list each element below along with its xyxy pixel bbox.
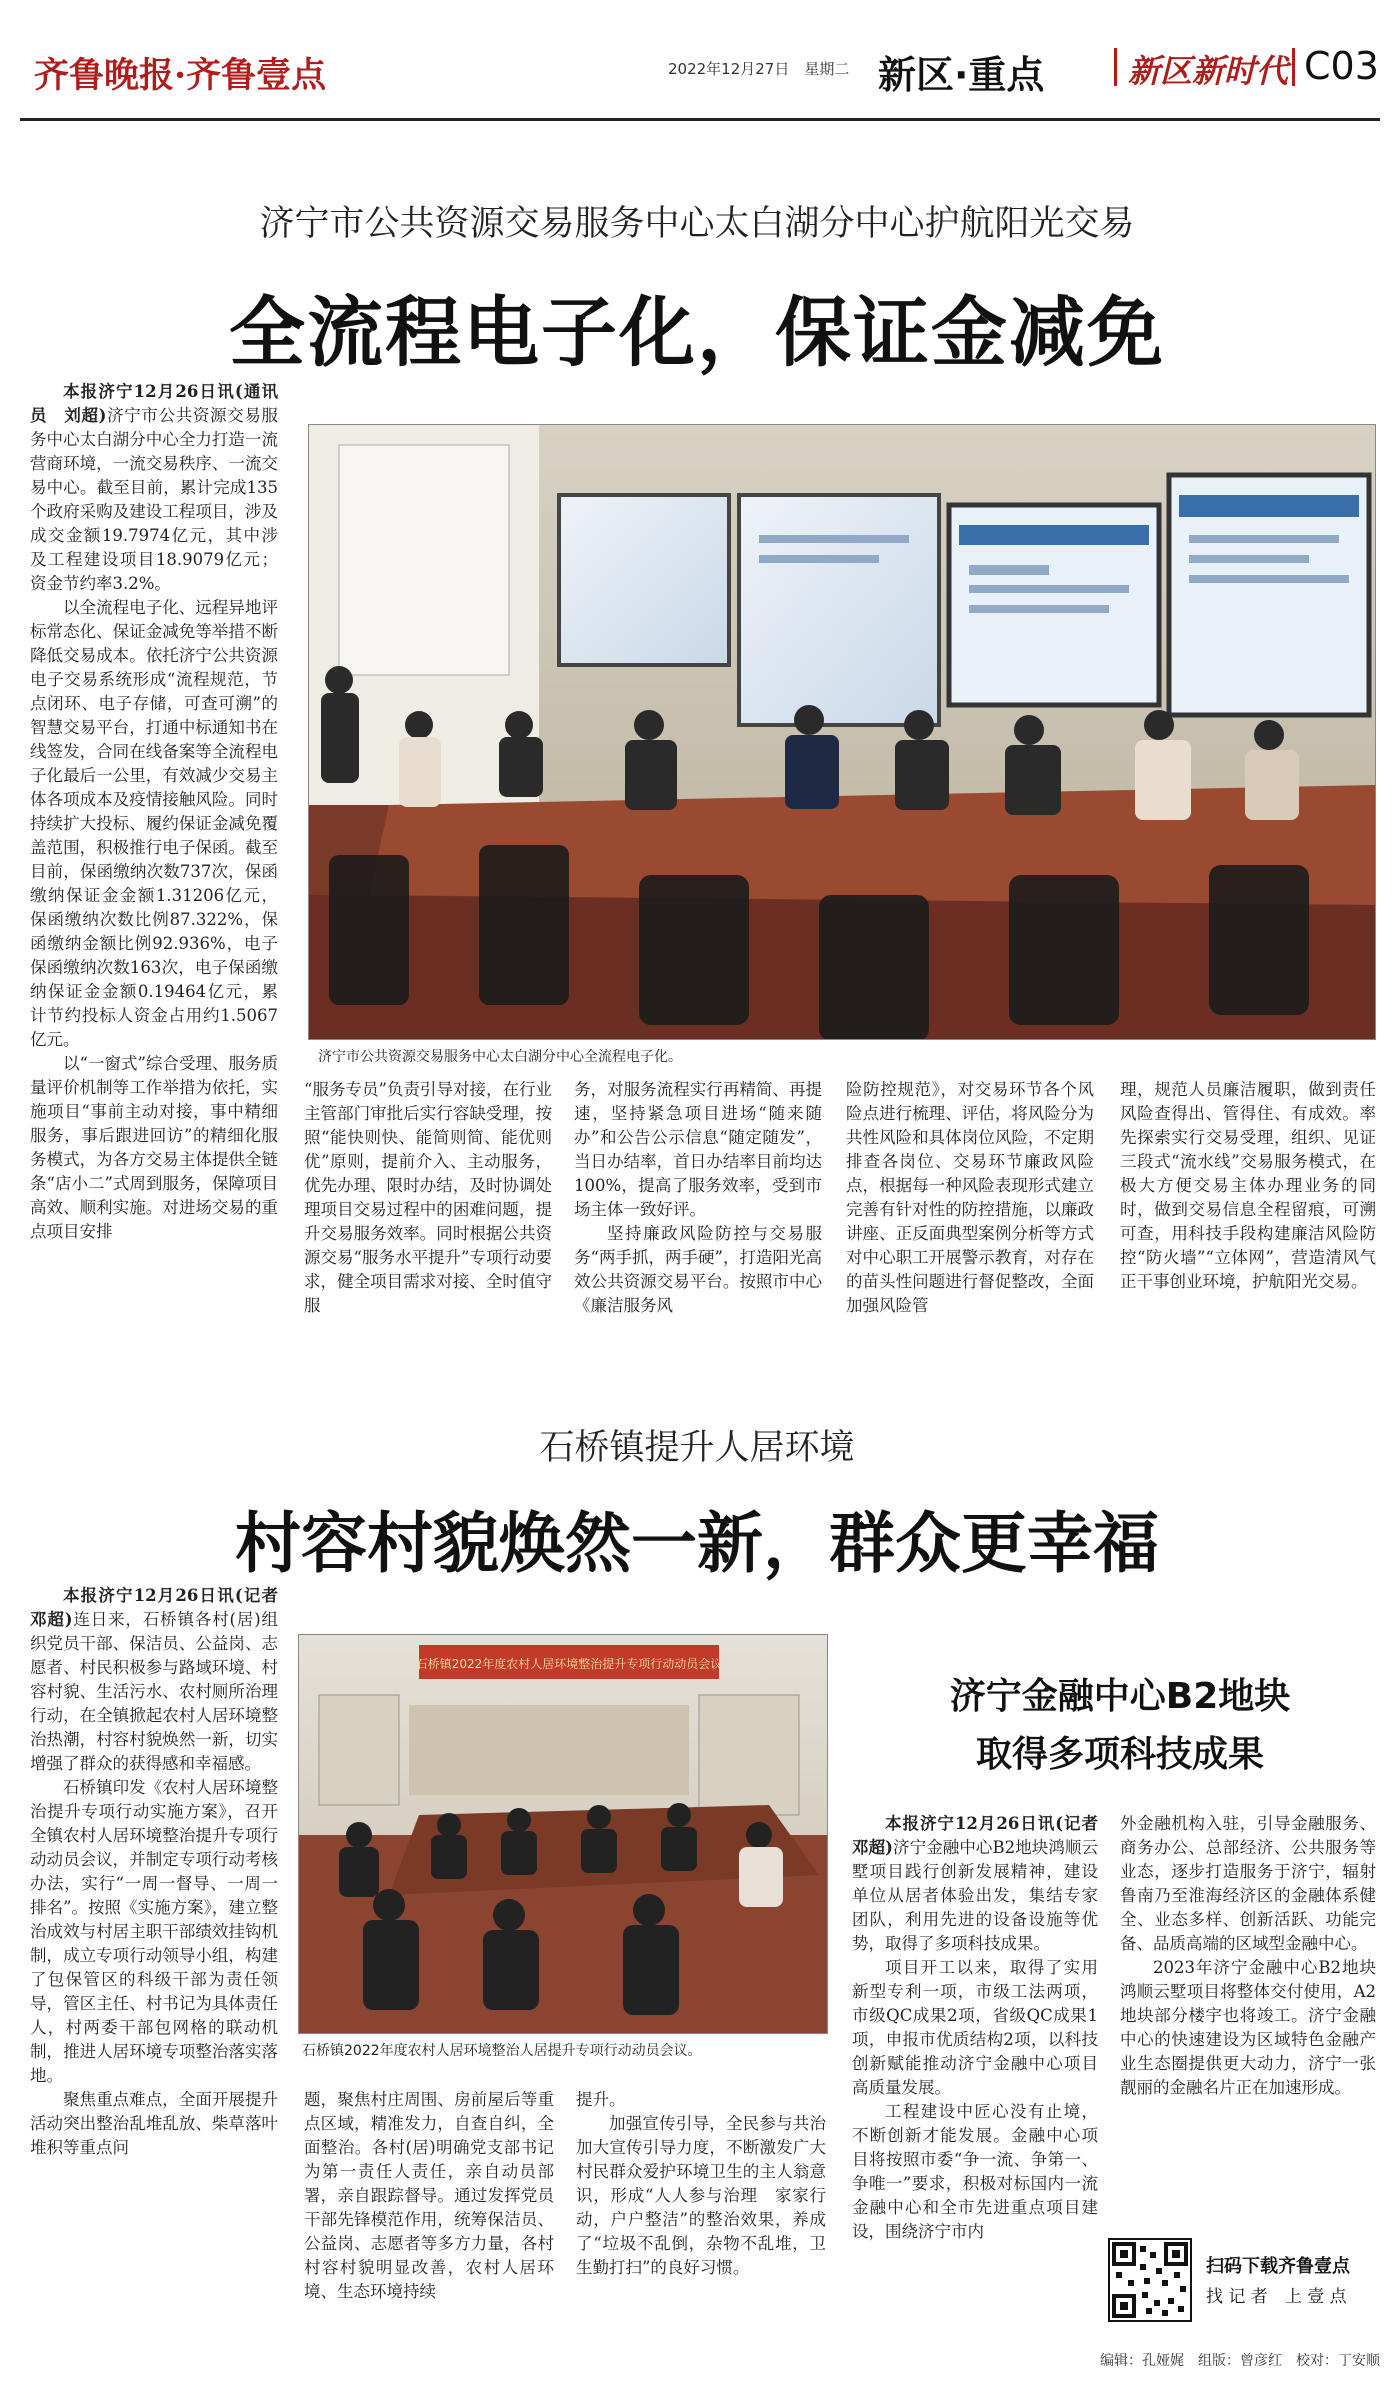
article2-headline: 村容村貌焕然一新，群众更幸福 — [235, 1504, 1159, 1582]
paragraph: 坚持廉政风险防控与交易服务“两手抓，两手硬”，打造阳光高效公共资源交易平台。按照市中心《廉洁服务风 — [574, 1224, 822, 1315]
section-title: 新区·重点 — [878, 53, 1045, 97]
article2-column-2 — [304, 2088, 554, 2304]
paragraph: 聚焦重点难点，全面开展提升活动突出整治乱堆乱放、柴草落叶堆积等重点问 — [30, 2090, 278, 2157]
meeting-room-photo — [309, 425, 1376, 1040]
article2-photo-caption: 石桥镇2022年度农村人居环境整治人居提升专项行动动员会议。 — [302, 2043, 702, 2059]
page-number: C03 — [1304, 44, 1379, 88]
paragraph: 连日来，石桥镇各村(居)组织党员干部、保洁员、公益岗、志愿者、村民积极参与路域环境、村容村貌、生活污水、农村厕所治理行动，在全镇掀起农村人居环境整治热潮，村容村貌焕然一新，切实增强了群众的获得感和幸福感。 — [30, 1610, 278, 1773]
sub-brand: 新区新时代 — [1128, 52, 1289, 90]
paragraph: 项目开工以来，取得了实用新型专利一项，市级工法两项，市级QC成果2项，省级QC成果1项，申报市优质结构2项，以科技创新赋能推动济宁金融中心项目高质量发展。 — [852, 1958, 1098, 2097]
paragraph: 以“一窗式”综合受理、服务质量评价机制等工作举措为依托，实施项目“事前主动对接，事中精细服务，事后跟进回访”的精细化服务模式，为各方交易主体提供全链条“店小二”式周到服务，保障项目高效、顺利实施。对进场交易的重点项目安排 — [30, 1054, 278, 1241]
article1-lead — [30, 380, 278, 596]
masthead-rule — [20, 118, 1380, 121]
byline: 本报济宁12月26日讯(记者 邓超) — [30, 1586, 295, 1629]
paragraph: 以全流程电子化、远程异地评标常态化、保证金减免等举措不断降低交易成本。依托济宁公共资源电子交易系统形成“流程规范，节点闭环、电子存储，可查可溯”的智慧交易平台，打通中标通知书在线签发，合同在线备案等全流程电子化最后一公里，有效减少交易主体各项成本及疫情接触风险。同时持续扩大投标、履约保证金减免覆盖范围，积极推行电子保函。截至目前，保函缴纳次数737次，保函缴纳保证金金额1.31206亿元，保函缴纳次数比例87.322%，保函缴纳金额比例92.936%，电子保函缴纳次数163次，电子保函缴纳保证金金额0.19464亿元，累计节约投标人资金占用约1.5067亿元。 — [30, 598, 278, 1049]
byline: 本报济宁12月26日讯(记者 邓超) — [852, 1814, 1115, 1857]
article2-photo — [298, 1634, 828, 2034]
article2-column-3 — [576, 2088, 826, 2280]
article1-column-4 — [846, 1078, 1094, 1318]
paragraph: 济宁市公共资源交易服务中心太白湖分中心全力打造一流营商环境，一流交易秩序、一流交易中心。截至目前，累计完成135个政府采购及建设工程项目，涉及成交金额19.7974亿元，其中涉及工程建设项目18.9079亿元；资金节约率3.2%。 — [30, 406, 278, 593]
paragraph: 加强宣传引导，全民参与共治加大宣传引导力度，不断激发广大村民群众爱护环境卫生的主人翁意识，形成“人人参与治理 家家行动，户户整洁”的整治效果，养成了“垃圾不乱倒，杂物不乱堆，卫生勤打扫”的良好习惯。 — [576, 2114, 826, 2277]
article2-kicker: 石桥镇提升人居环境 — [539, 1428, 855, 1468]
qr-pattern — [1110, 2240, 1190, 2320]
paragraph: 工程建设中匠心没有止境，不断创新才能发展。金融中心项目将按照市委“争一流、争第一、争唯一”要求，积极对标国内一流金融中心和全市先进重点项目建设，围绕济宁市内 — [852, 2102, 1098, 2241]
divider — [1114, 48, 1117, 86]
divider — [1292, 48, 1295, 86]
qr-caption-line-1: 扫码下载齐鲁壹点 — [1206, 2256, 1350, 2277]
editor-credits: 编辑：孔娅娓 组版：曾彦红 校对：丁安顺 — [1100, 2353, 1380, 2369]
qr-caption-line-2: 找 记 者 上 壹 点 — [1206, 2287, 1347, 2307]
article2-lead — [30, 1584, 295, 1776]
article2-column-1 — [30, 1584, 295, 2160]
paragraph: 济宁金融中心B2地块鸿顺云墅项目践行创新发展精神，建设单位从居者体验出发，集结专家团队，利用先进的设备设施等优势，取得了多项科技成果。 — [852, 1838, 1099, 1953]
article3-lead — [852, 1812, 1115, 1956]
issue-date: 2022年12月27日 星期二 — [668, 60, 850, 78]
byline: 本报济宁12月26日讯(通讯员 刘超) — [30, 382, 278, 425]
paragraph: 理，规范人员廉洁履职，做到责任风险查得出、管得住、有成效。率先探索实行交易受理，组织、见证三段式“流水线”交易服务模式，在极大方便交易主体办理业务的同时，做到交易信息全程留痕，可溯可查，用科技手段构建廉洁风险防控“防火墙”“立体网”，营造清风气正干事创业环境，护航阳光交易。 — [1120, 1080, 1376, 1291]
article1-column-2 — [304, 1078, 552, 1318]
qr-code-icon[interactable] — [1108, 2238, 1192, 2322]
paragraph: 外金融机构入驻，引导金融服务、商务办公、总部经济、公共服务等业态，逐步打造服务于济宁，辐射鲁南乃至淮海经济区的金融体系健全、业态多样、创新活跃、功能完备、品质高端的区域型金融中心。 — [1120, 1814, 1376, 1953]
paragraph: “服务专员”负责引导对接，在行业主管部门审批后实行容缺受理，按照“能快则快、能简则简、能优则优”原则，提前介入、主动服务，优先办理、限时办结，及时协调处理项目交易过程中的困难问题，提升交易服务效率。同时根据公共资源交易“服务水平提升”专项行动要求，健全项目需求对接、全时值守服 — [304, 1080, 552, 1315]
article1-photo — [308, 424, 1376, 1040]
village-meeting-photo — [299, 1635, 828, 2034]
paragraph: 险防控规范》，对交易环节各个风险点进行梳理、评估，将风险分为共性风险和具体岗位风险，不定期排查各岗位、交易环节廉政风险点，根据每一种风险表现形式建立完善有针对性的防控措施，以廉政讲座、正反面典型案例分析等方式对中心职工开展警示教育，对存在的苗头性问题进行督促整改，全面加强风险管 — [846, 1080, 1094, 1315]
article3-column-2 — [1120, 1812, 1376, 2100]
banner-text: 石桥镇2022年度农村人居环境整治提升专项行动动员会议 — [415, 1657, 723, 1671]
article3-title-line-2: 取得多项科技成果 — [975, 1734, 1264, 1775]
article1-column-3 — [574, 1078, 822, 1318]
article3-title-line-1: 济宁金融中心B2地块 — [949, 1676, 1291, 1717]
article1-column-5 — [1120, 1078, 1376, 1294]
paragraph: 2023年济宁金融中心B2地块鸿顺云墅项目将整体交付使用，A2地块部分楼宇也将竣工。济宁金融中心的快速建设为区域特色金融产业生态圈提供更大动力，济宁一张靓丽的金融名片正在加速形成。 — [1120, 1958, 1376, 2097]
article1-column-1 — [30, 380, 278, 1244]
newspaper-logo: 齐鲁晚报·齐鲁壹点 — [34, 55, 327, 96]
paragraph: 题，聚焦村庄周围、房前屋后等重点区域，精准发力，自查自纠，全面整治。各村(居)明确党支部书记为第一责任人责任，亲自动员部署，亲自跟踪督导。通过发挥党员干部先锋模范作用，统筹保洁员、公益岗、志愿者等多方力量，各村村容村貌明显改善，农村人居环境、生态环境持续 — [304, 2090, 554, 2301]
article1-photo-caption: 济宁市公共资源交易服务中心太白湖分中心全流程电子化。 — [318, 1049, 682, 1065]
paragraph: 提升。 — [576, 2090, 626, 2109]
masthead — [20, 46, 1380, 116]
paragraph: 石桥镇印发《农村人居环境整治提升专项行动实施方案》，召开全镇农村人居环境整治提升专项行动动员会议，并制定专项行动考核办法，实行“一周一督导、一周一排名”。按照《实施方案》，建立整治成效与村居主职干部绩效挂钩机制，成立专项行动领导小组，构建了包保管区的科级干部为责任领导，管区主任、村书记为具体责任人，村两委干部包网格的联动机制，推进人居环境专项整治落实落地。 — [30, 1778, 278, 2085]
article1-headline: 全流程电子化，保证金减免 — [229, 288, 1165, 377]
article3-column-1 — [852, 1812, 1115, 2244]
article1-kicker: 济宁市公共资源交易服务中心太白湖分中心护航阳光交易 — [259, 204, 1135, 244]
paragraph: 务，对服务流程实行再精简、再提速，坚持紧急项目进场“随来随办”和公告公示信息“随定随发”，当日办结率，首日办结率目前均达100%，提高了服务效率，受到市场主体一致好评。 — [574, 1080, 822, 1219]
